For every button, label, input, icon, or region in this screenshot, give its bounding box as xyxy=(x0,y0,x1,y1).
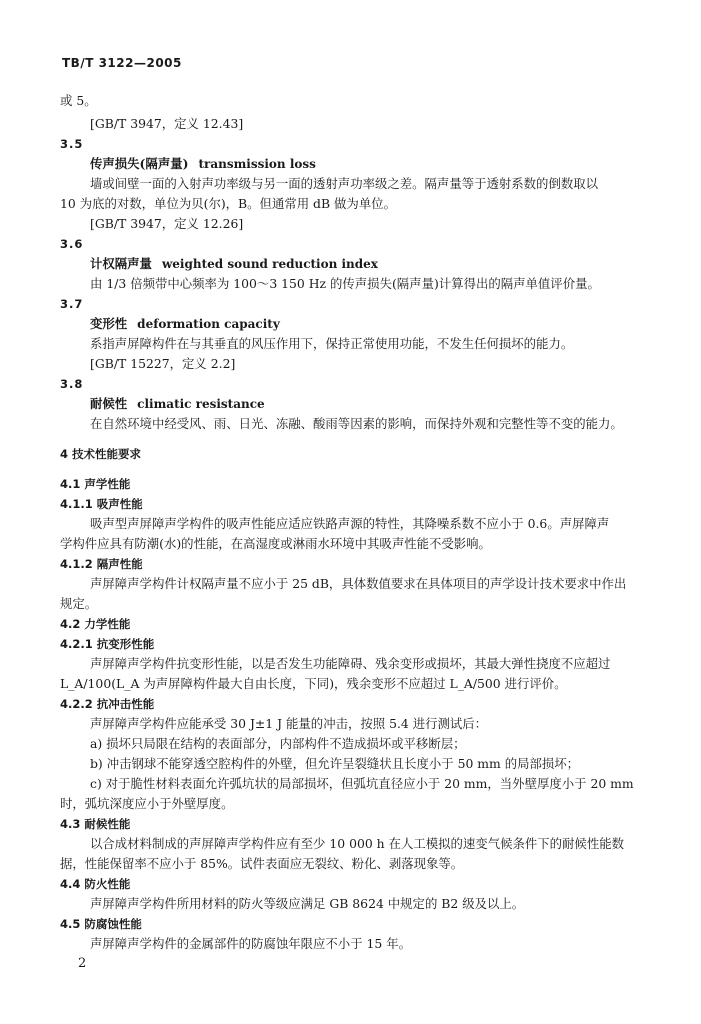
text-line: c) 对于脆性材料表面允许弧坑状的局部损坏，但弧坑直径应小于 20 mm，当外壁厚度小于 20 mm xyxy=(90,776,634,791)
section-heading: 4.5 防腐蚀性能 xyxy=(60,917,142,931)
text-line: [GB/T 3947，定义 12.43] xyxy=(90,116,244,131)
text-line: 10 为底的对数，单位为贝(尔)，B。但通常用 dB 做为单位。 xyxy=(60,196,396,211)
text-line: [GB/T 3947，定义 12.26] xyxy=(90,216,244,231)
text-line: 或 5。 xyxy=(60,93,97,108)
section-heading: 4.4 防火性能 xyxy=(60,877,131,891)
section-heading: 4.1.2 隔声性能 xyxy=(60,557,143,571)
text-line: L_A/100(L_A 为声屏障构件最大自由长度，下同)，残余变形不应超过 L_A/500 进行评价。 xyxy=(60,676,567,691)
section-heading: 3.7 xyxy=(60,297,84,311)
text-line: 声屏障声学构件计权隔声量不应小于 25 dB，具体数值要求在具体项目的声学设计技术要求中作出 xyxy=(90,576,627,591)
text-line: 时，弧坑深度应小于外壁厚度。 xyxy=(60,796,234,811)
term-en: climatic resistance xyxy=(137,397,265,411)
text-line: 吸声型声屏障声学构件的吸声性能应适应铁路声源的特性，其降噪系数不应小于 0.6。声屏障声 xyxy=(90,516,610,531)
term-en: transmission loss xyxy=(198,157,316,171)
text-line: 规定。 xyxy=(60,596,98,611)
standard-header: TB/T 3122—2005 xyxy=(62,56,182,70)
text-line: 墙或间壁一面的入射声功率级与另一面的透射声功率级之差。隔声量等于透射系数的倒数取以 xyxy=(90,176,599,191)
text-line: 由 1/3 倍频带中心频率为 100～3 150 Hz 的传声损失(隔声量)计算得出的隔声单值评价量。 xyxy=(90,276,600,291)
text-line: 在自然环境中经受风、雨、日光、冻融、酸雨等因素的影响，而保持外观和完整性等不变的能力。 xyxy=(90,416,623,431)
term-heading xyxy=(90,396,265,412)
term-cn: 耐候性 xyxy=(90,396,128,411)
text-line: 学构件应具有防潮(水)的性能，在高湿度或淋雨水环境中其吸声性能不受影响。 xyxy=(60,536,491,551)
section-heading: 3.6 xyxy=(60,237,84,251)
text-line: 以合成材料制成的声屏障声学构件应有至少 10 000 h 在人工模拟的速变气候条件下的耐候性能数 xyxy=(90,836,624,851)
text-line: a) 损坏只局限在结构的表面部分，内部构件不造成损坏或平移断层； xyxy=(90,736,466,751)
term-cn: 变形性 xyxy=(90,316,128,331)
section-heading: 4.2.1 抗变形性能 xyxy=(60,637,155,651)
term-en: deformation capacity xyxy=(137,317,280,331)
page-number: 2 xyxy=(78,956,87,971)
text-line: 据，性能保留率不应小于 85%。试件表面应无裂纹、粉化、剥落现象等。 xyxy=(60,856,464,871)
text-line: 声屏障声学构件的金属部件的防腐蚀年限应不小于 15 年。 xyxy=(90,936,412,951)
term-en: weighted sound reduction index xyxy=(161,257,378,271)
text-line: 声屏障声学构件所用材料的防火等级应满足 GB 8624 中规定的 B2 级及以上。 xyxy=(90,896,525,911)
section-heading: 4.2.2 抗冲击性能 xyxy=(60,697,155,711)
section-heading: 4.1.1 吸声性能 xyxy=(60,497,143,511)
term-cn: 计权隔声量 xyxy=(90,256,152,271)
section-heading: 3.5 xyxy=(60,137,84,151)
section-heading: 4.1 声学性能 xyxy=(60,477,131,491)
section-heading: 4.2 力学性能 xyxy=(60,617,131,631)
text-line: 系指声屏障构件在与其垂直的风压作用下，保持正常使用功能，不发生任何损坏的能力。 xyxy=(90,336,574,351)
section-heading: 3.8 xyxy=(60,377,84,391)
term-heading xyxy=(90,256,378,272)
term-heading xyxy=(90,316,280,332)
term-cn: 传声损失(隔声量) xyxy=(90,156,189,171)
text-line: [GB/T 15227，定义 2.2] xyxy=(90,356,236,371)
section-heading: 4.3 耐候性能 xyxy=(60,817,131,831)
text-line: 声屏障声学构件抗变形性能，以是否发生功能障碍、残余变形或损坏，其最大弹性挠度不应超过 xyxy=(90,656,611,671)
section-heading: 4 技术性能要求 xyxy=(60,447,142,461)
text-line: b) 冲击钢球不能穿透空腔构件的外壁，但允许呈裂缝状且长度小于 50 mm 的局部损坏； xyxy=(90,756,580,771)
text-line: 声屏障声学构件应能承受 30 J±1 J 能量的冲击，按照 5.4 进行测试后： xyxy=(90,716,488,731)
term-heading xyxy=(90,156,316,172)
